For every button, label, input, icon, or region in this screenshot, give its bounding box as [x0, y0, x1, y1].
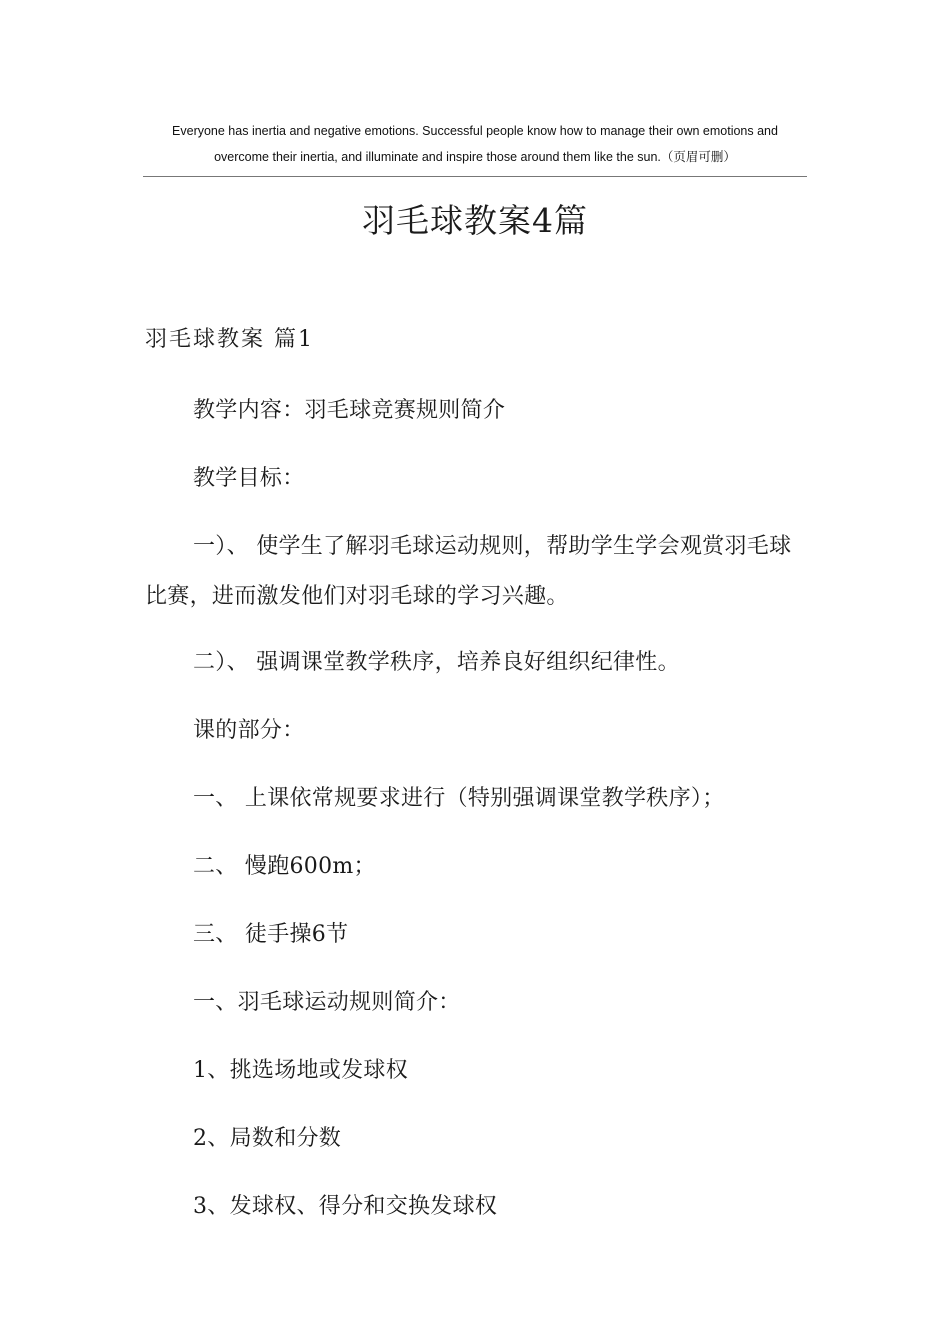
paragraph-rule-3: 3、发球权、得分和交换发球权 [193, 1194, 498, 1219]
paragraph-part-3: 三、 徒手操6节 [193, 922, 349, 947]
paragraph-lesson-parts: 课的部分： [193, 718, 305, 743]
paragraph-part-2: 二、 慢跑600m； [193, 854, 376, 879]
page-header [143, 118, 807, 170]
paragraph-goal-1: 一）、 使学生了解羽毛球运动规则，帮助学生学会观赏羽毛球比赛，进而激发他们对羽毛球的学习兴趣。 [145, 534, 792, 609]
paragraph-teaching-goals: 教学目标： [193, 466, 305, 491]
paragraph-part-1: 一、 上课依常规要求进行（特别强调课堂教学秩序）； [193, 786, 725, 811]
header-line-2: overcome their inertia, and illuminate and inspire those around them like the sun.（页眉可删） [214, 150, 736, 164]
header-line-1: Everyone has inertia and negative emotions. Successful people know how to manage their own emotions and [172, 124, 778, 138]
document-title: 羽毛球教案4篇 [362, 201, 588, 240]
paragraph-teaching-content: 教学内容：羽毛球竞赛规则简介 [193, 398, 506, 423]
paragraph-rule-2: 2、局数和分数 [193, 1126, 342, 1151]
paragraph-rule-1: 1、挑选场地或发球权 [193, 1058, 408, 1083]
section-title: 羽毛球教案 篇1 [145, 327, 314, 352]
header-divider [143, 176, 807, 177]
paragraph-rules-intro: 一、羽毛球运动规则简介： [193, 990, 461, 1015]
paragraph-goal-2: 二）、 强调课堂教学秩序，培养良好组织纪律性。 [193, 650, 680, 675]
